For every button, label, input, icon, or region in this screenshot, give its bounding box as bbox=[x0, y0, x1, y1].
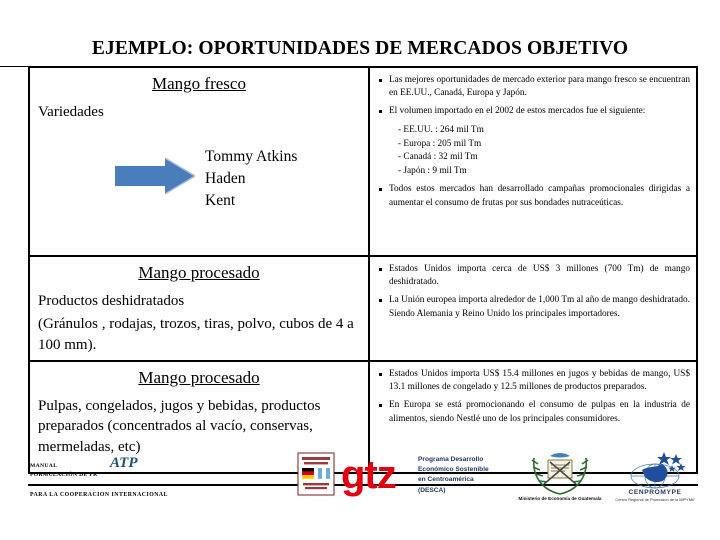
cell-text: Pulpas, congelados, jugos y bebidas, productos preparados (concentrados al vacío, conservas, mermeladas, etc) bbox=[38, 398, 321, 455]
bullet-list bbox=[376, 263, 690, 321]
list-item: Tommy Atkins bbox=[205, 148, 298, 165]
table-cell-market-fresh bbox=[370, 68, 700, 255]
sub-item: - EE.UU. : 264 mil Tm bbox=[398, 124, 484, 135]
list-item: Kent bbox=[205, 192, 236, 209]
list-item: Estados Unidos importa US$ 15.4 millones en jugos y bebidas de mango, US$ 13.1 millones de congelado y 12.5 millones de productos preparados. bbox=[376, 368, 690, 394]
list-item: Todos estos mercados han desarrollado campañas promocionales dirigidas a aumentar el consumo de frutas por sus bondades nutraceúticas. bbox=[376, 183, 690, 209]
list-item: En Europa se está promocionando el consumo de pulpas en la industria de alimentos, siendo Nestlé uno de los principales consumidores. bbox=[376, 399, 690, 425]
gtz-logo: gtz bbox=[341, 453, 396, 497]
guatemala-ministry-of-economy-seal-icon bbox=[520, 450, 600, 498]
sub-item: - Europa : 205 mil Tm bbox=[398, 138, 482, 149]
ministry-caption: Ministerio de Economía de Guatemala bbox=[518, 496, 602, 501]
right-arrow-icon bbox=[115, 158, 195, 194]
list-item: La Unión europea importa alrededor de 1,000 Tm al año de mango deshidratado. Siendo Alemania y Reino Unido los principales importadores. bbox=[376, 294, 690, 320]
footer-manual-label bbox=[30, 462, 97, 479]
desca-line1: Programa Desarrollo bbox=[418, 456, 484, 463]
desca-line3: en Centroamérica bbox=[418, 476, 474, 484]
opportunities-table bbox=[28, 66, 698, 474]
cell-subheading: Variedades bbox=[38, 104, 104, 120]
cell-heading: Mango procesado bbox=[138, 263, 260, 282]
varieties-list bbox=[205, 146, 297, 212]
decorative-rule bbox=[0, 66, 30, 67]
table-cell-market-dehydrated bbox=[370, 257, 700, 360]
table-cell-product-fresh bbox=[30, 68, 370, 255]
footer-manual-line2: FORMULACIÓN DE PR bbox=[30, 471, 98, 478]
table-row bbox=[30, 68, 696, 255]
cenpromype-tagline: Centro Regional de Promoción de la MIPYME bbox=[615, 497, 695, 502]
cenpromype-logo-icon bbox=[612, 450, 698, 490]
german-guatemalan-cooperation-logo-icon bbox=[297, 452, 335, 496]
sub-item: - Japón : 9 mil Tm bbox=[398, 166, 467, 177]
bullet-list bbox=[376, 74, 690, 119]
list-item: Las mejores oportunidades de mercado exterior para mango fresco se encuentran en EE.UU., Canadá, Europa y Japón. bbox=[376, 74, 690, 100]
cell-text: Productos deshidratados bbox=[38, 293, 185, 309]
footer-manual-line1: MANUAL bbox=[30, 463, 58, 469]
cell-heading: Mango procesado bbox=[138, 368, 260, 387]
desca-line4: (DESCA) bbox=[418, 486, 446, 494]
footer-cooperation-label: PARA LA COOPERACION INTERNACIONAL bbox=[30, 492, 168, 498]
list-item: Estados Unidos importa cerca de US$ 3 millones (700 Tm) de mango deshidratado. bbox=[376, 263, 690, 289]
atp-signature-mark: ATP bbox=[110, 455, 138, 471]
table-cell-product-dehydrated bbox=[30, 257, 370, 360]
bullet-list bbox=[376, 183, 690, 209]
varieties-block bbox=[30, 146, 370, 226]
sub-item: - Canadá : 32 mil Tm bbox=[398, 152, 478, 163]
page-title: EJEMPLO: OPORTUNIDADES DE MERCADOS OBJETIVO bbox=[91, 38, 629, 59]
desca-line2: Económico Sostenible bbox=[418, 466, 489, 474]
cell-text: (Gránulos , rodajas, trozos, tiras, polvo, cubos de 4 a 100 mm). bbox=[38, 316, 354, 353]
cenpromype-caption: CENPROMYPE bbox=[628, 489, 682, 496]
list-item: El volumen importado en el 2002 de estos mercados fue el siguiente: bbox=[376, 105, 690, 118]
table-row bbox=[30, 255, 696, 360]
list-item: Haden bbox=[205, 170, 246, 187]
desca-program-label bbox=[418, 455, 489, 496]
cell-heading: Mango fresco bbox=[152, 74, 246, 93]
bullet-list bbox=[376, 368, 690, 426]
